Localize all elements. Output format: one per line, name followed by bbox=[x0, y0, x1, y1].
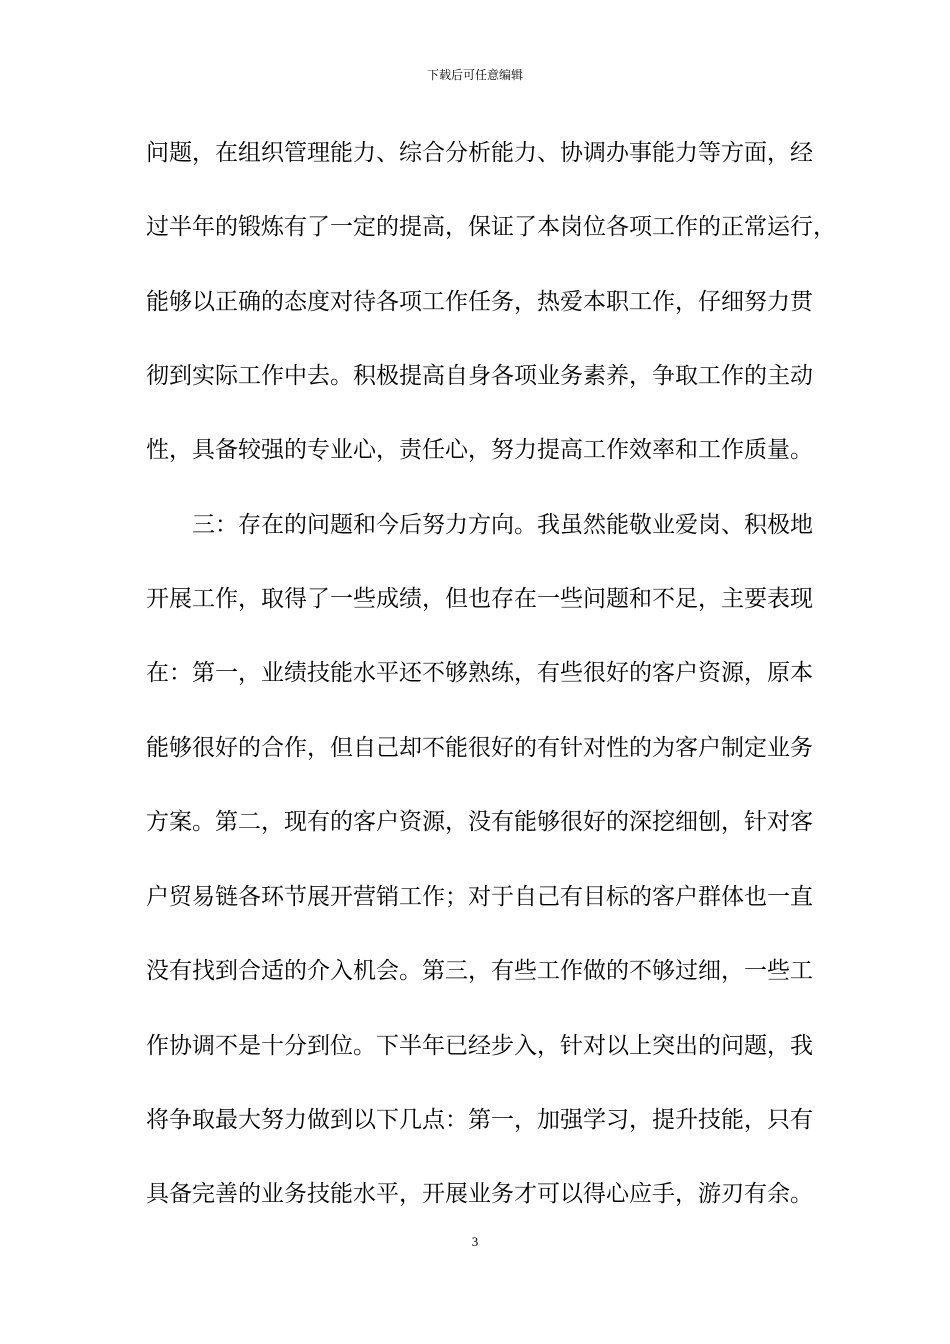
text-line: 彻到实际工作中去。积极提高自身各项业务素养，争取工作的主动 bbox=[146, 363, 813, 389]
text-line: 没有找到合适的介入机会。第三，有些工作做的不够过细，一些工 bbox=[146, 958, 813, 984]
text-line-paragraph-start: 三：存在的问题和今后努力方向。我虽然能敬业爱岗、积极地 bbox=[192, 512, 813, 538]
text-line: 能够很好的合作，但自己却不能很好的有针对性的为客户制定业务 bbox=[146, 735, 813, 761]
text-line: 开展工作，取得了一些成绩，但也存在一些问题和不足，主要表现 bbox=[146, 586, 813, 612]
text-line: 性，具备较强的专业心，责任心，努力提高工作效率和工作质量。 bbox=[146, 437, 813, 463]
page-header-note: 下载后可任意编辑 bbox=[426, 68, 523, 82]
text-line: 能够以正确的态度对待各项工作任务，热爱本职工作，仔细努力贯 bbox=[146, 289, 813, 315]
text-line: 将争取最大努力做到以下几点：第一，加强学习，提升技能，只有 bbox=[146, 1107, 813, 1133]
text-line: 方案。第二，现有的客户资源，没有能够很好的深挖细刨，针对客 bbox=[146, 809, 813, 835]
text-line: 具备完善的业务技能水平，开展业务才可以得心应手，游刃有余。 bbox=[146, 1181, 813, 1207]
text-line: 作协调不是十分到位。下半年已经步入，针对以上突出的问题，我 bbox=[146, 1033, 813, 1059]
text-line: 在：第一，业绩技能水平还不够熟练，有些很好的客户资源，原本 bbox=[146, 660, 813, 686]
text-line: 过半年的锻炼有了一定的提高，保证了本岗位各项工作的正常运行， bbox=[146, 214, 836, 240]
text-line: 户贸易链各环节展开营销工作；对于自己有目标的客户群体也一直 bbox=[146, 884, 813, 910]
page-number: 3 bbox=[471, 1234, 479, 1249]
text-line: 问题，在组织管理能力、综合分析能力、协调办事能力等方面，经 bbox=[146, 140, 813, 166]
